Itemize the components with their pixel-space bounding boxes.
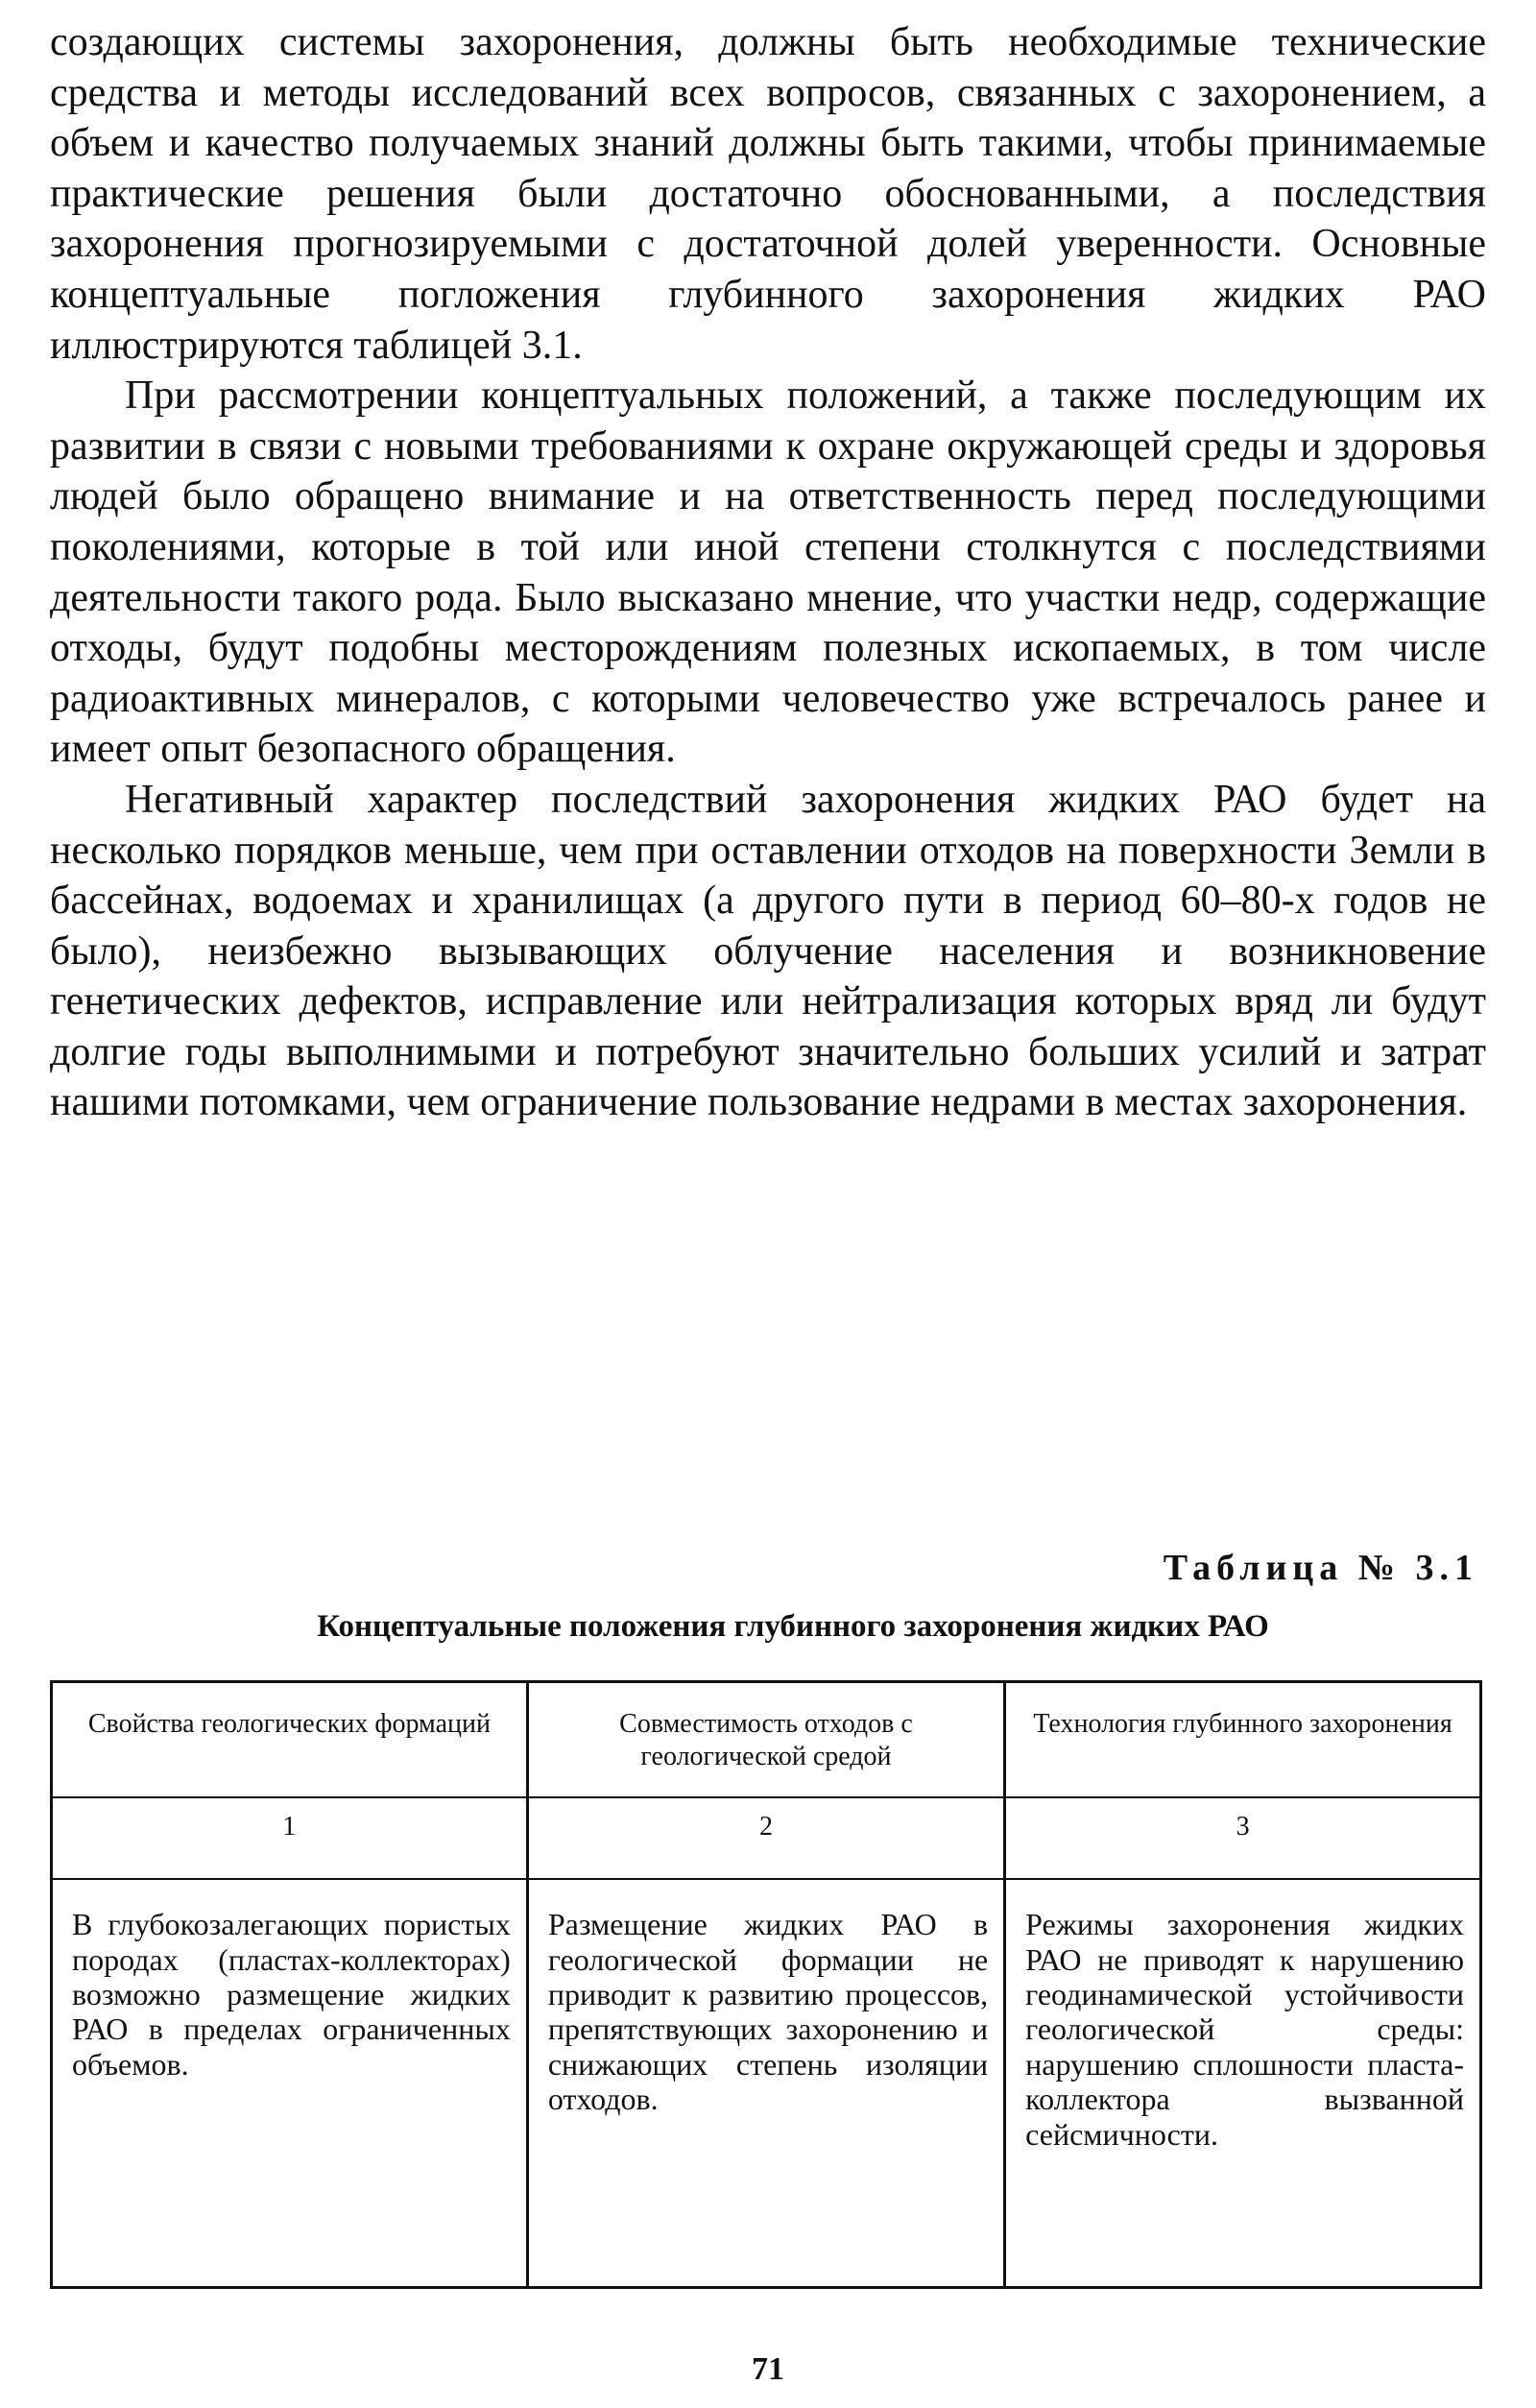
column-number-row [52, 1797, 1481, 1879]
concepts-table [50, 1680, 1482, 2289]
table-header-row [52, 1682, 1481, 1798]
column-number: 2 [527, 1797, 1004, 1879]
table-number: Таблица № 3.1 [1163, 1548, 1478, 1588]
page-number: 71 [752, 2351, 784, 2387]
table-caption [50, 1546, 1478, 1646]
table-cell: В глубокозалегающих пористых породах (пластах-коллекторах) возможно размещение жидких РАО в пределах ограниченных объемов. [52, 1879, 528, 2287]
table-row [52, 1879, 1481, 2287]
column-number: 3 [1005, 1797, 1481, 1879]
paragraph-3: Негативный характер последствий захоронения жидких РАО будет на несколько порядков меньше, чем при оставлении отходов на поверхности Земли в бассейнах, водоемах и хранилищах (а другого пути в период 60–80-х годов не было), неизбежно вызывающих облучение населения и возникновение генетических дефектов, исправление или нейтрализация которых вряд ли будут долгие годы выполнимыми и потребуют значительно больших усилий и затрат нашими потомками, чем ограничение пользование недрами в местах захоронения. [50, 777, 1486, 1125]
table-title: Концептуальные положения глубинного захоронения жидких РАО [317, 1609, 1269, 1644]
paragraph-2: При рассмотрении концептуальных положений, а также последующим их развитии в связи с новыми требованиями к охране окружающей среды и здоровья людей было обращено внимание и на ответственность перед последующими поколениями, которые в той или иной степени столкнутся с последствиями деятельности такого рода. Было высказано мнение, что участки недр, содержащие отходы, будут подобны месторождениям полезных ископаемых, в том числе радиоактивных минералов, с которыми человечество уже встречалось ранее и имеет опыт безопасного обращения. [50, 373, 1486, 772]
page-body [50, 17, 1486, 1128]
column-number: 1 [52, 1797, 528, 1879]
header-waste-compatibility: Совместимость отходов с геологической средой [527, 1682, 1004, 1798]
paragraph-1: создающих системы захоронения, должны быть необходимые технические средства и методы исследований всех вопросов, связанных с захоронением, а объем и качество получаемых знаний должны быть такими, чтобы принимаемые практические решения были достаточно обоснованными, а последствия захоронения прогнозируемыми с достаточной долей уверенности. Основные концептуальные погложения глубинного захоронения жидких РАО иллюстрируются таблицей 3.1. [50, 20, 1486, 368]
header-geological-properties: Свойства геологических формаций [52, 1682, 528, 1798]
table-cell: Режимы захоронения жидких РАО не приводят к нарушению геодинамической устойчивости геологической среды: нарушению сплошности пласта-коллектора вызванной сейсмичности. [1005, 1879, 1481, 2287]
header-disposal-technology: Технология глубинного захоронения [1005, 1682, 1481, 1798]
table-cell: Размещение жидких РАО в геологической формации не приводит к развитию процессов, препятствующих захоронению и снижающих степень изоляции отходов. [527, 1879, 1004, 2287]
